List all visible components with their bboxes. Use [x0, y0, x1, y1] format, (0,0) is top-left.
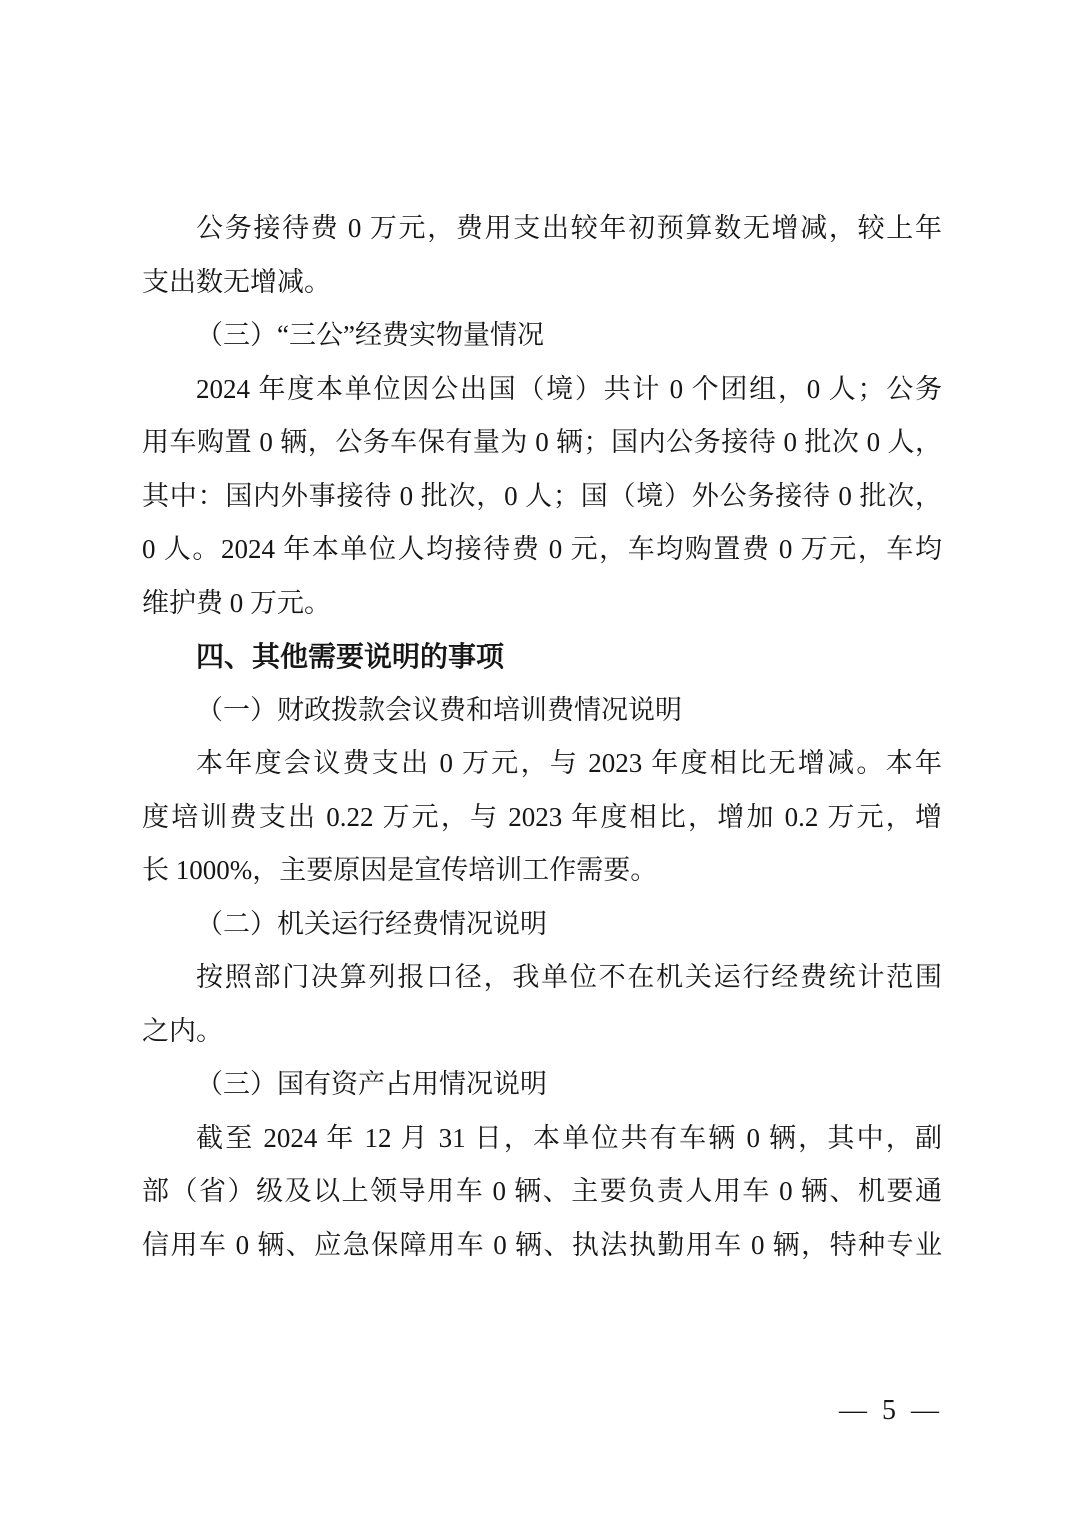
text-line: 维护费 0 万元。	[142, 587, 331, 618]
text-line: 长 1000%，主要原因是宣传培训工作需要。	[142, 855, 658, 885]
text-line: 公务接待费 0 万元，费用支出较年初预算数无增减，较上年	[196, 213, 942, 243]
text-line: 本年度会议费支出 0 万元，与 2023 年度相比无增减。本年	[196, 748, 942, 778]
text-line: 度培训费支出 0.22 万元，与 2023 年度相比，增加 0.2 万元，增	[142, 801, 942, 832]
text-line: 按照部门决算列报口径，我单位不在机关运行经费统计范围	[196, 962, 942, 992]
text-line: 之内。	[142, 1015, 223, 1046]
text-line: 用车购置 0 辆，公务车保有量为 0 辆；国内公务接待 0 批次 0 人，	[142, 427, 942, 457]
document-body	[142, 202, 942, 1272]
text-line: 0 人。2024 年本单位人均接待费 0 元，车均购置费 0 万元，车均	[142, 534, 942, 564]
text-line: 截至 2024 年 12 月 31 日，本单位共有车辆 0 辆，其中，副	[196, 1122, 942, 1153]
subsection-heading: （三）国有资产占用情况说明	[196, 1069, 547, 1099]
page-number: — 5 —	[839, 1395, 943, 1426]
section-heading: 四、其他需要说明的事项	[196, 641, 505, 672]
subsection-heading: （三）“三公”经费实物量情况	[196, 320, 544, 350]
subsection-heading: （二）机关运行经费情况说明	[196, 908, 547, 939]
text-line: 信用车 0 辆、应急保障用车 0 辆、执法执勤用车 0 辆，特种专业	[142, 1229, 942, 1260]
subsection-heading: （一）财政拨款会议费和培训费情况说明	[196, 694, 682, 725]
text-line: 支出数无增减。	[142, 266, 331, 297]
text-line: 其中：国内外事接待 0 批次，0 人；国（境）外公务接待 0 批次，	[142, 480, 942, 511]
text-line: 部（省）级及以上领导用车 0 辆、主要负责人用车 0 辆、机要通	[142, 1176, 942, 1206]
text-line: 2024 年度本单位因公出国（境）共计 0 个团组，0 人；公务	[196, 373, 942, 404]
